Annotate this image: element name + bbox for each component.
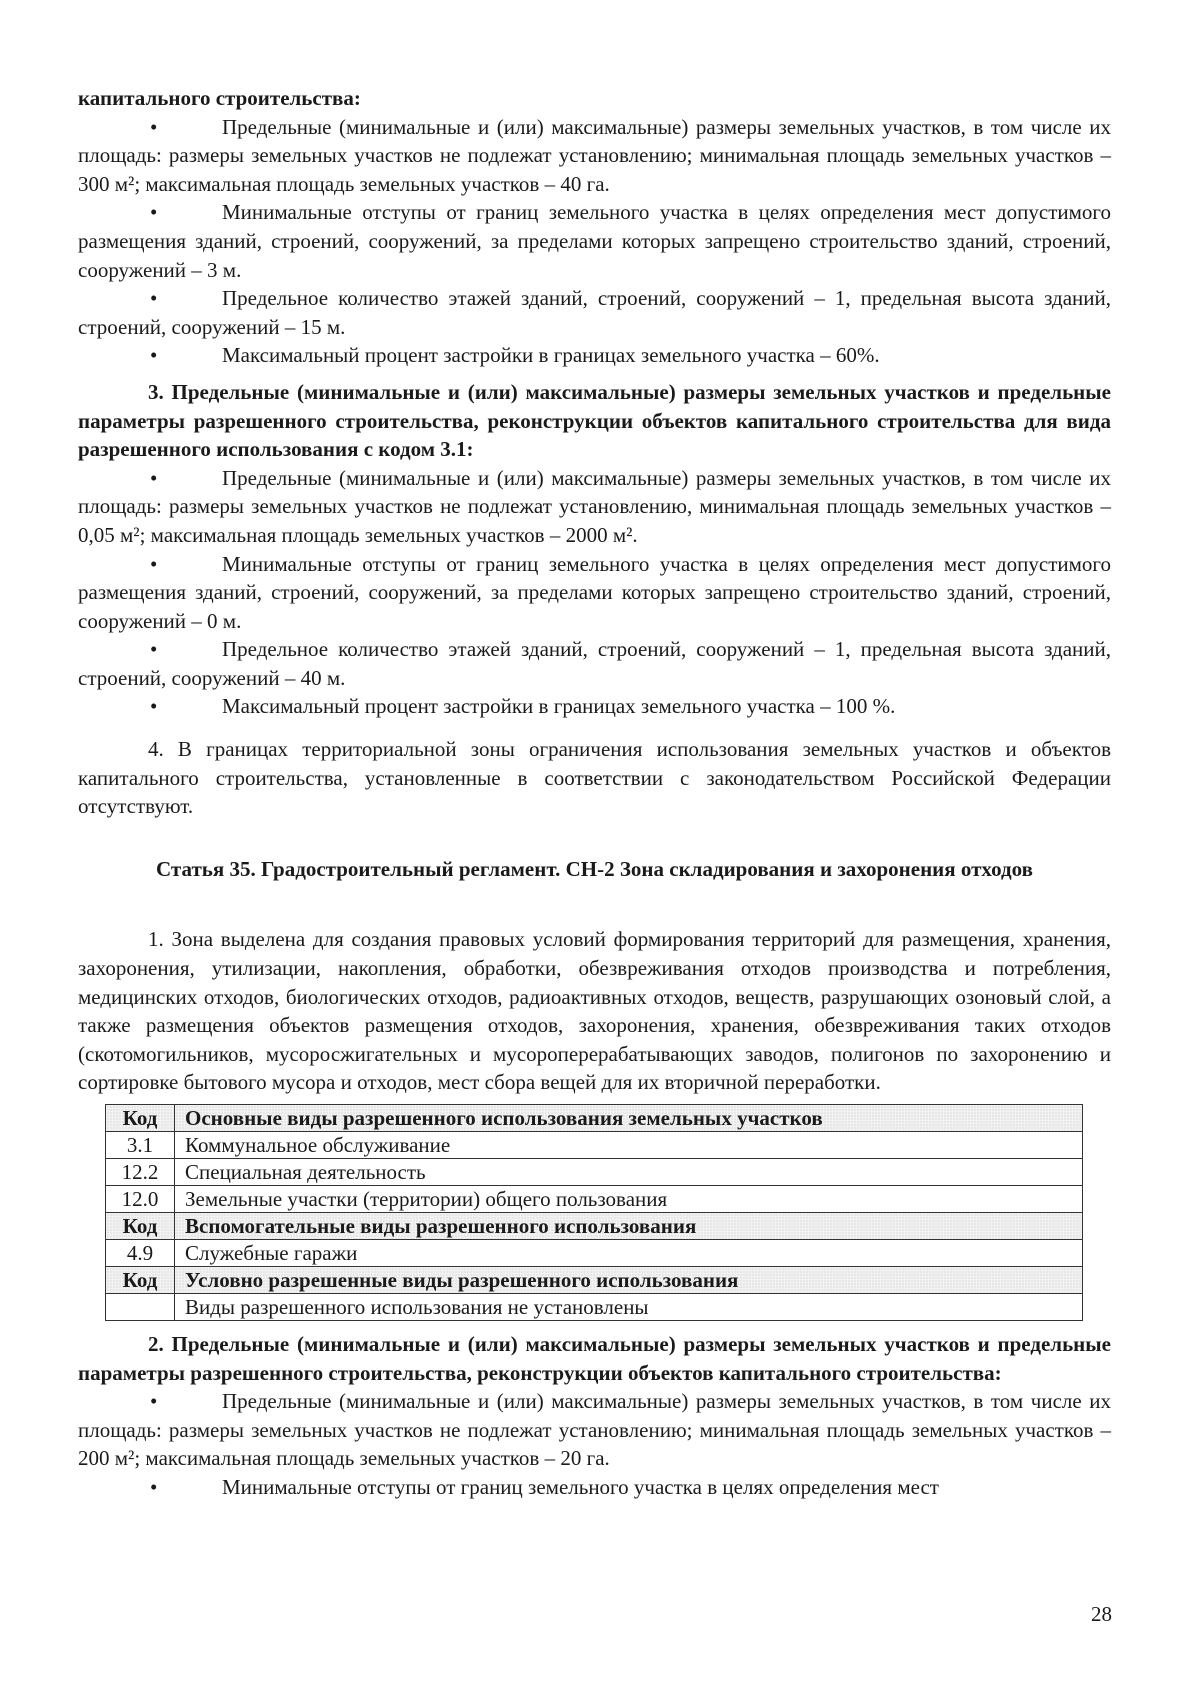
table-row xyxy=(106,1132,1083,1159)
document-page xyxy=(78,84,1111,1502)
bullet-icon: • xyxy=(150,637,158,662)
table-cell-code: 3.1 xyxy=(106,1132,175,1159)
list-item: • Предельные (минимальные и (или) максимальные) размеры земельных участков, в том числе их площадь: размеры земельных участков не подлежат установлению, минимальная площадь земельных участков – 0,05 м²; максимальная площадь земельных участков – 2000 м². xyxy=(78,465,1111,547)
table-cell-code xyxy=(106,1294,175,1321)
paragraph: 1. Зона выделена для создания правовых условий формирования территорий для размещения, хранения, захоронения, утилизации, накопления, обработки, обезвреживания отходов производства и потребления, медицинских отходов, биологических отходов, радиоактивных отходов, веществ, разрушающих озоновый слой, а также размещения объектов размещения отходов, захоронения, хранения, обезвреживания таких отходов (скотомогильников, мусоросжигательных и мусороперерабатывающих заводов, полигонов по захоронению и сортировке бытового мусора и отходов, мест сбора вещей для их вторичной переработки. xyxy=(78,927,1111,1095)
bullet-icon: • xyxy=(150,1389,158,1414)
table-row xyxy=(106,1159,1083,1186)
table-cell-code: Код xyxy=(106,1267,175,1294)
table-cell-text: Земельные участки (территории) общего пользования xyxy=(175,1186,1083,1213)
table-cell-code: Код xyxy=(106,1213,175,1240)
article-heading: Статья 35. Градостроительный регламент. СН-2 Зона складирования и захоронения отходов xyxy=(156,856,1033,881)
section-heading-tail: капитального строительства: xyxy=(78,86,361,110)
section-heading: 3. Предельные (минимальные и (или) максимальные) размеры земельных участков и предельные параметры разрешенного строительства, реконструкции объектов капитального строительства для вида разрешенного использования с кодом 3.1: xyxy=(78,379,1111,462)
list-item: • Предельное количество этажей зданий, строений, сооружений – 1, предельная высота зданий, строений, сооружений – 40 м. xyxy=(78,637,1111,690)
bullet-icon: • xyxy=(150,694,158,719)
page-number: 28 xyxy=(1091,1602,1112,1626)
table-cell-code: 12.2 xyxy=(106,1159,175,1186)
table-header-row xyxy=(106,1267,1083,1294)
table-cell-text: Коммунальное обслуживание xyxy=(175,1132,1083,1159)
table-row xyxy=(106,1240,1083,1267)
section-heading: 2. Предельные (минимальные и (или) максимальные) размеры земельных участков и предельные параметры разрешенного строительства, реконструкции объектов капитального строительства: xyxy=(78,1332,1111,1385)
bullet-icon: • xyxy=(150,286,158,311)
list-item: • Максимальный процент застройки в границах земельного участка – 100 %. xyxy=(78,692,1111,721)
table-header-row xyxy=(106,1105,1083,1132)
table-row xyxy=(106,1294,1083,1321)
table-cell-text: Основные виды разрешенного использования земельных участков xyxy=(175,1105,1083,1132)
bullet-icon: • xyxy=(150,465,158,490)
bullet-icon: • xyxy=(150,1474,158,1499)
list-item: • Предельные (минимальные и (или) максимальные) размеры земельных участков, в том числе их площадь: размеры земельных участков не подлежат установлению; минимальная площадь земельных участков – 200 м²; максимальная площадь земельных участков – 20 га. xyxy=(78,1389,1111,1471)
table-cell-code: 12.0 xyxy=(106,1186,175,1213)
list-item: • Предельное количество этажей зданий, строений, сооружений – 1, предельная высота зданий, строений, сооружений – 15 м. xyxy=(78,286,1111,339)
list-item: • Минимальные отступы от границ земельного участка в целях определения мест допустимого размещения зданий, строений, сооружений, за пределами которых запрещено строительство зданий, строений, сооружений – 3 м. xyxy=(78,200,1111,282)
bullet-icon: • xyxy=(150,343,158,368)
list-item: • Минимальные отступы от границ земельного участка в целях определения мест допустимого размещения зданий, строений, сооружений, за пределами которых запрещено строительство зданий, строений, сооружений – 0 м. xyxy=(78,551,1111,633)
list-item: • Предельные (минимальные и (или) максимальные) размеры земельных участков, в том числе их площадь: размеры земельных участков не подлежат установлению; минимальная площадь земельных участков – 300 м²; максимальная площадь земельных участков – 40 га. xyxy=(78,114,1111,196)
bullet-icon: • xyxy=(150,114,158,139)
table-cell-code: Код xyxy=(106,1105,175,1132)
land-use-table xyxy=(105,1104,1083,1321)
table-cell-text: Вспомогательные виды разрешенного использования xyxy=(175,1213,1083,1240)
table-row xyxy=(106,1186,1083,1213)
table-cell-text: Специальная деятельность xyxy=(175,1159,1083,1186)
table-header-row xyxy=(106,1213,1083,1240)
list-item: • Максимальный процент застройки в границах земельного участка – 60%. xyxy=(78,341,1111,370)
bullet-icon: • xyxy=(150,200,158,225)
table-cell-code: 4.9 xyxy=(106,1240,175,1267)
table-cell-text: Служебные гаражи xyxy=(175,1240,1083,1267)
paragraph: 4. В границах территориальной зоны ограничения использования земельных участков и объектов капитального строительства, установленные в соответствии с законодательством Российской Федерации отсутствуют. xyxy=(78,737,1111,819)
table-cell-text: Виды разрешенного использования не установлены xyxy=(175,1294,1083,1321)
list-item: • Минимальные отступы от границ земельного участка в целях определения мест xyxy=(78,1473,1111,1502)
table-cell-text: Условно разрешенные виды разрешенного использования xyxy=(175,1267,1083,1294)
bullet-icon: • xyxy=(150,551,158,576)
